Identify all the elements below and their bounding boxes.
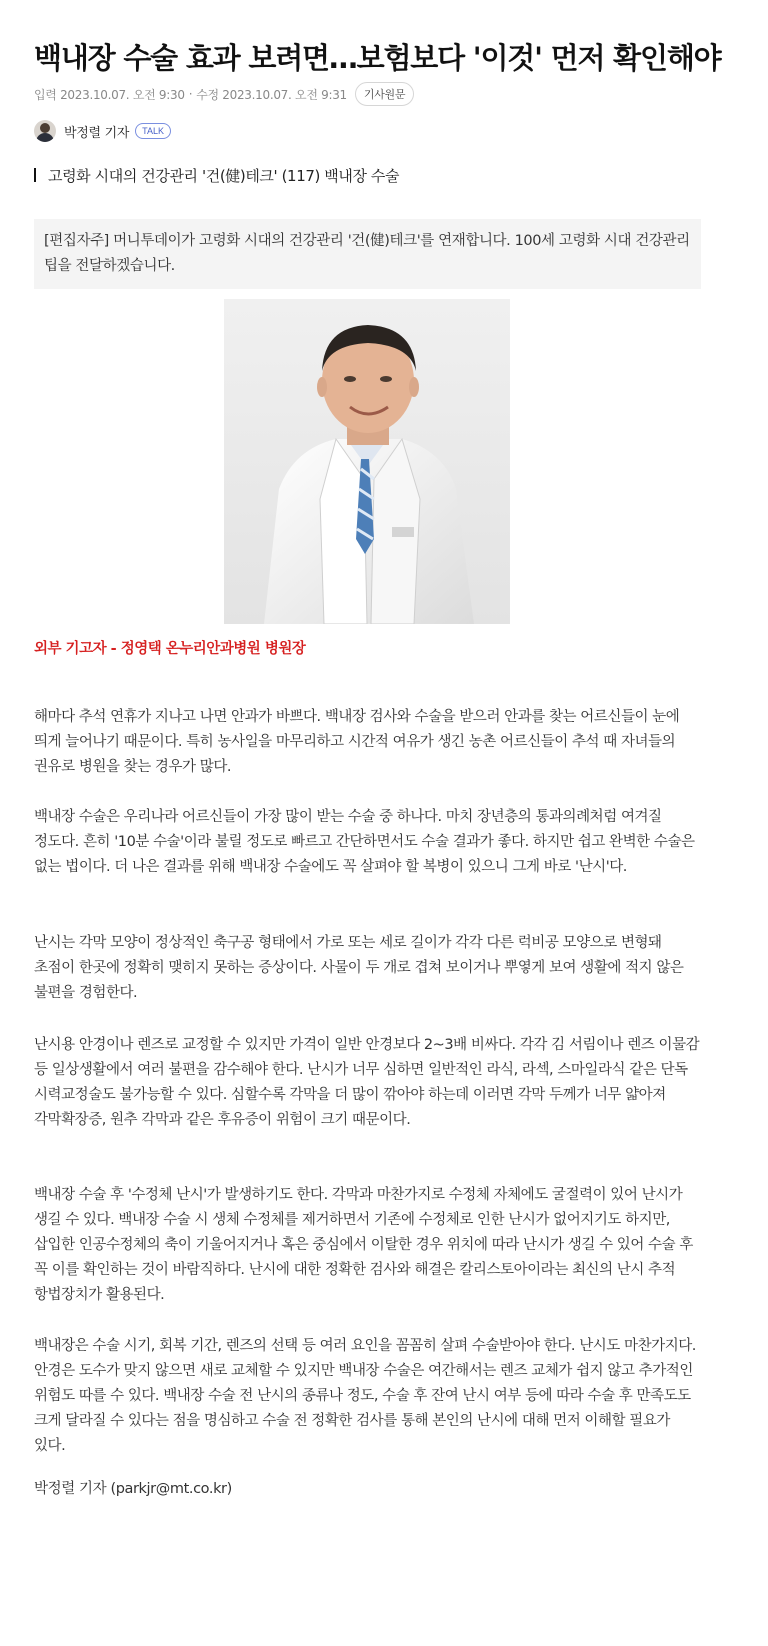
author-byline[interactable]	[34, 118, 171, 144]
article-paragraph: 난시는 각막 모양이 정상적인 축구공 형태에서 가로 또는 세로 길이가 각각 다른 럭비공 모양으로 변형돼 초점이 한곳에 정확히 맺히지 못하는 증상이다. 사물이 두 개로 겹쳐 보이거나 뿌옇게 보여 생활에 적지 않은 불편을 경험한다.	[34, 935, 684, 1001]
author-signature: 박정렬 기자 (parkjr@mt.co.kr)	[34, 1481, 232, 1497]
photo-caption: 외부 기고자 - 정영택 온누리안과병원 병원장	[34, 641, 306, 657]
editor-note: [편집자주] 머니투데이가 고령화 시대의 건강관리 '건(健)테크'를 연재합니다. 100세 고령화 시대 건강관리 팁을 전달하겠습니다.	[34, 219, 701, 289]
article-paragraph: 백내장은 수술 시기, 회복 기간, 렌즈의 선택 등 여러 요인을 꼼꼼히 살펴 수술받아야 한다. 난시도 마찬가지다. 안경은 도수가 맞지 않으면 새로 교체할 수 있지만 백내장 수술은 여간해서는 렌즈 교체가 쉽지 않고 추가적인 위험도 따를 수 있다. 백내장 수술 전 난시의 종류나 정도, 수술 후 잔여 난시 여부 등에 따라 수술 후 만족도도 크게 달라질 수 있다는 점을 명심하고 수술 전 정확한 검사를 통해 본인의 난시에 대해 먼저 이해할 필요가 있다.	[34, 1338, 696, 1454]
meta-separator: ·	[188, 87, 193, 101]
doctor-photo-illustration	[224, 299, 510, 624]
original-article-button[interactable]: 기사원문	[355, 82, 414, 106]
author-avatar-icon[interactable]	[34, 120, 56, 142]
modified-date: 수정 2023.10.07. 오전 9:31	[196, 87, 347, 102]
published-date: 입력 2023.10.07. 오전 9:30	[34, 87, 185, 102]
article-subheadline	[34, 164, 399, 186]
subheadline-bar	[34, 168, 36, 182]
article-paragraph: 백내장 수술은 우리나라 어르신들이 가장 많이 받는 수술 중 하나다. 마치 장년층의 통과의례처럼 여겨질 정도다. 흔히 '10분 수술'이라 불릴 정도로 빠르고 간단하면서도 수술 결과가 좋다. 하지만 쉽고 완벽한 수술은 없는 법이다. 더 나은 결과를 위해 백내장 수술에도 꼭 살펴야 할 복병이 있으니 그게 바로 '난시'다.	[34, 809, 695, 875]
article-headline: 백내장 수술 효과 보려면…보험보다 '이것' 먼저 확인해야	[34, 41, 721, 75]
article-meta	[34, 82, 414, 106]
author-name[interactable]: 박정렬 기자	[64, 125, 130, 141]
article-paragraph: 해마다 추석 연휴가 지나고 나면 안과가 바쁘다. 백내장 검사와 수술을 받으러 안과를 찾는 어르신들이 눈에 띄게 늘어나기 때문이다. 특히 농사일을 마무리하고 시간적 여유가 생긴 농촌 어르신들이 추석 때 자녀들의 권유로 병원을 찾는 경우가 많다.	[34, 709, 680, 775]
talk-badge[interactable]: TALK	[135, 123, 171, 139]
article-paragraph: 백내장 수술 후 '수정체 난시'가 발생하기도 한다. 각막과 마찬가지로 수정체 자체에도 굴절력이 있어 난시가 생길 수 있다. 백내장 수술 시 생체 수정체를 제거하면서 기존에 수정체로 인한 난시가 없어지기도 하지만, 삽입한 인공수정체의 축이 기울어지거나 혹은 중심에서 이탈한 경우 위치에 따라 난시가 생길 수 있어 수술 후 꼭 이를 확인하는 것이 바람직하다. 난시에 대한 정확한 검사와 해결은 칼리스토아이라는 최신의 난시 추적 항법장치가 활용된다.	[34, 1187, 693, 1303]
article-paragraph: 난시용 안경이나 렌즈로 교정할 수 있지만 가격이 일반 안경보다 2~3배 비싸다. 각각 김 서림이나 렌즈 이물감 등 일상생활에서 여러 불편을 감수해야 한다. 난시가 너무 심하면 일반적인 라식, 라섹, 스마일라식 같은 단독 시력교정술도 불가능할 수 있다. 심할수록 각막을 더 많이 깎아야 하는데 이러면 각막 두께가 너무 얇아져 각막확장증, 원추 각막과 같은 후유증이 위험이 크기 때문이다.	[34, 1037, 700, 1128]
subheadline-text: 고령화 시대의 건강관리 '건(健)테크' (117) 백내장 수술	[48, 166, 400, 185]
doctor-photo	[224, 299, 510, 624]
